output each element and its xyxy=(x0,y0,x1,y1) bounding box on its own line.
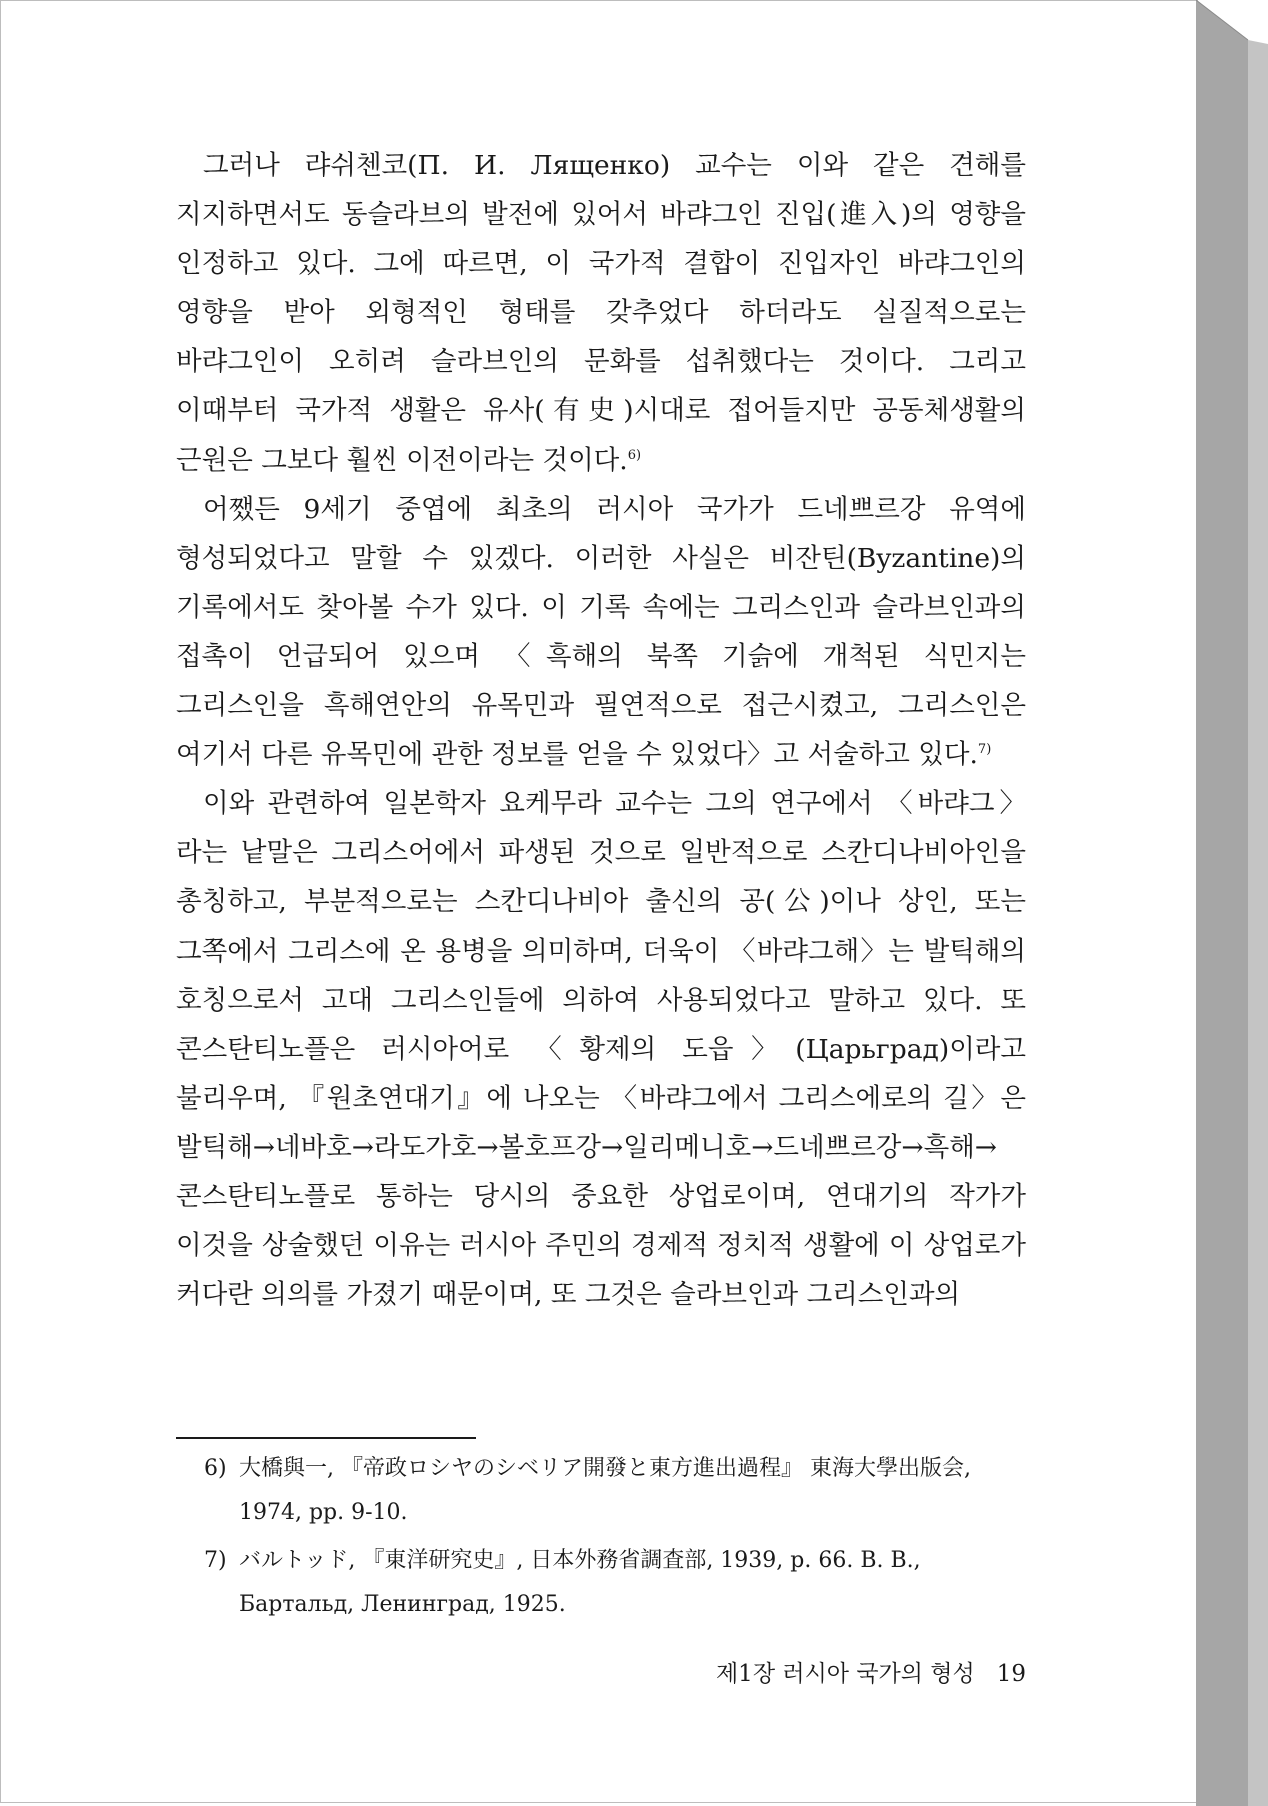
footnote-ref-6[interactable]: 6) xyxy=(627,447,642,463)
footnote-6 xyxy=(176,1447,1026,1535)
page-stack-edge-shape xyxy=(1196,0,1268,1806)
running-footer xyxy=(641,1655,1026,1688)
chapter-title: 제1장 러시아 국가의 형성 xyxy=(715,1661,975,1687)
paragraph-1 xyxy=(176,141,1026,485)
page-number: 19 xyxy=(996,1661,1026,1687)
footnote-text: 大橋與一, 『帝政ロシヤのシベリア開發と東方進出過程』 東海大學出版会, 1974, pp. 9-10. xyxy=(239,1456,971,1525)
footnote-ref-7[interactable]: 7) xyxy=(977,742,992,758)
page-stack-edge xyxy=(1196,0,1268,1806)
paragraph-2 xyxy=(176,485,1026,780)
paragraph-3-text: 이와 관련하여 일본학자 요케무라 교수는 그의 연구에서 〈바랴그〉라는 낱말은 그리스어에서 파생된 것으로 일반적으로 스칸디나비아인을 총칭하고, 부분적으로는 스칸디나비아 출신의 공(公)이나 상인, 또는 그쪽에서 그리스에 온 용병을 의미하며, 더욱이 〈바랴그해〉는 발틱해의 호칭으로서 고대 그리스인들에 의하여 사용되었다고 말하고 있다. 또 콘스탄티노플은 러시아어로 〈황제의 도읍〉(Царьград)이라고 불리우며, 『원초연대기』에 나오는 〈바랴그에서 그리스에로의 길〉은 발틱해→네바호→라도가호→볼호프강→일리메니호→드네쁘르강→흑해→콘스탄티노플로 통하는 당시의 중요한 상업로이며, 연대기의 작가가 이것을 상술했던 이유는 러시아 주민의 경제적 정치적 생활에 이 상업로가 커다란 의의를 가졌기 때문이며, 또 그것은 슬라브인과 그리스인과의 xyxy=(176,788,1026,1311)
paragraph-3 xyxy=(176,779,1026,1319)
paragraph-2-text: 어쨌든 9세기 중엽에 최초의 러시아 국가가 드네쁘르강 유역에 형성되었다고 말할 수 있겠다. 이러한 사실은 비잔틴(Byzantine)의 기록에서도 찾아볼 수가 있다. 이 기록 속에는 그리스인과 슬라브인과의 접촉이 언급되어 있으며 〈흑해의 북쪽 기슭에 개척된 식민지는 그리스인을 흑해연안의 유목민과 필연적으로 접근시켰고, 그리스인은 여기서 다른 유목민에 관한 정보를 얻을 수 있었다〉고 서술하고 있다. xyxy=(176,493,1026,771)
body-text xyxy=(176,141,1026,1319)
footnote-7 xyxy=(176,1539,1026,1627)
footnote-number: 7) xyxy=(204,1548,227,1573)
footnote-text: バルトッド, 『東洋研究史』, 日本外務省調査部, 1939, p. 66. B. B., Бартальд, Ленинград, 1925. xyxy=(239,1548,921,1617)
paragraph-1-text: 그러나 랴쉬첸코(П. И. Лященко) 교수는 이와 같은 견해를 지지하면서도 동슬라브의 발전에 있어서 바랴그인 진입(進入)의 영향을 인정하고 있다. 그에 따르면, 이 국가적 결합이 진입자인 바랴그인의 영향을 받아 외형적인 형태를 갖추었다 하더라도 실질적으로는 바랴그인이 오히려 슬라브인의 문화를 섭취했다는 것이다. 그리고 이때부터 국가적 생활은 유사(有史)시대로 접어들지만 공동체생활의 근원은 그보다 훨씬 이전이라는 것이다. xyxy=(176,150,1026,476)
footnote-divider xyxy=(176,1437,476,1439)
footnotes xyxy=(176,1447,1026,1631)
footnote-number: 6) xyxy=(204,1456,227,1481)
